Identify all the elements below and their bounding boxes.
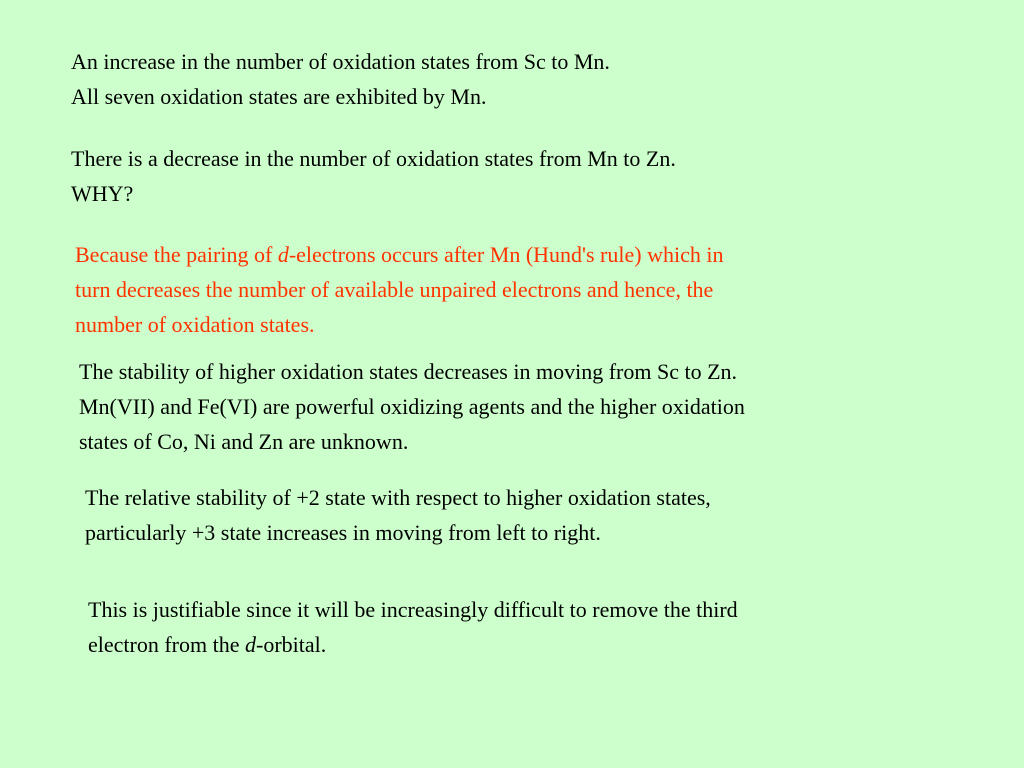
text-line: An increase in the number of oxidation states from Sc to Mn. xyxy=(71,49,610,74)
text-line: There is a decrease in the number of oxidation states from Mn to Zn. xyxy=(71,146,676,171)
text-line: The stability of higher oxidation states decreases in moving from Sc to Zn. xyxy=(79,359,738,384)
text-line: The relative stability of +2 state with respect to higher oxidation states, xyxy=(85,485,711,510)
text-segment: -electrons occurs after Mn (Hund's rule) which in xyxy=(288,242,724,267)
text-line: This is justifiable since it will be increasingly difficult to remove the third xyxy=(88,597,738,622)
text-line: turn decreases the number of available unpaired electrons and hence, the xyxy=(75,277,714,302)
answer-paragraph xyxy=(75,237,723,342)
oxidation-increase-paragraph xyxy=(71,44,610,114)
text-segment: -orbital. xyxy=(256,632,327,657)
italic-d: d xyxy=(277,242,289,267)
text-line: Mn(VII) and Fe(VI) are powerful oxidizing agents and the higher oxidation xyxy=(79,394,745,419)
text-segment: Because the pairing of xyxy=(75,242,278,267)
text-line: states of Co, Ni and Zn are unknown. xyxy=(79,429,409,454)
text-segment: electron from the xyxy=(88,632,245,657)
text-line: number of oxidation states. xyxy=(75,312,315,337)
text-line xyxy=(75,237,723,272)
stability-paragraph xyxy=(79,354,745,459)
text-line xyxy=(88,627,738,662)
why-question: WHY? xyxy=(71,181,134,206)
text-line: All seven oxidation states are exhibited by Mn. xyxy=(71,84,487,109)
oxidation-decrease-question xyxy=(71,141,676,211)
justification-paragraph xyxy=(88,592,738,662)
italic-d: d xyxy=(245,632,256,657)
text-line: particularly +3 state increases in moving from left to right. xyxy=(85,520,601,545)
relative-stability-paragraph xyxy=(85,480,711,550)
